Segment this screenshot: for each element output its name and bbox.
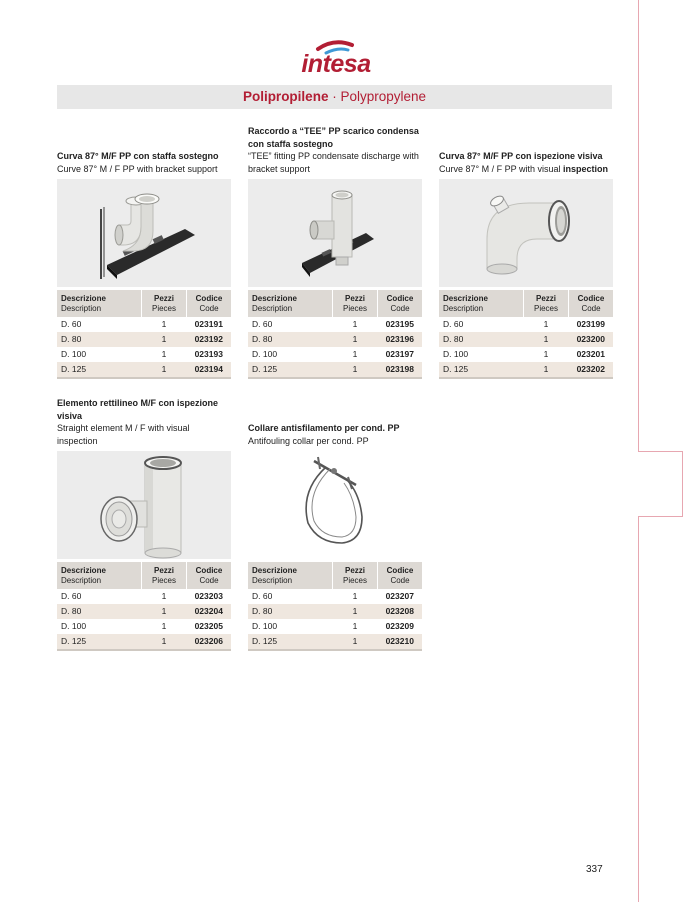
cell-pieces: 1 [352, 319, 358, 329]
table-row [439, 317, 613, 332]
product-image [57, 179, 231, 287]
cell-desc: D. 60 [61, 319, 82, 329]
cell-code: 023199 [576, 319, 605, 329]
table-row [57, 317, 231, 332]
title-english-text: Curve 87° M / F PP with visual [439, 163, 561, 174]
cell-code: 023204 [187, 604, 232, 619]
header-desc-it: Descrizione [252, 294, 297, 303]
table-row [57, 347, 231, 362]
header-code-it: Codice [577, 294, 605, 303]
header-code-en: Code [199, 576, 219, 585]
cell-pieces: 1 [161, 349, 167, 359]
table-header-row [248, 562, 422, 589]
cell-desc: D. 125 [57, 362, 142, 378]
header-desc-it: Descrizione [61, 294, 106, 303]
product-title-english: Curve 87° M / F PP with bracket support [57, 163, 218, 174]
brand-wordmark: intesa [301, 50, 371, 78]
header-description [57, 562, 142, 589]
product-card-straight-inspection [57, 398, 231, 651]
header-description [248, 562, 333, 589]
cell-desc: D. 125 [439, 362, 524, 378]
table-header-row [57, 290, 231, 317]
cell-desc: D. 100 [252, 349, 278, 359]
banner-title-italian: Polipropilene [242, 89, 329, 104]
header-desc-it: Descrizione [61, 566, 106, 575]
header-pieces [333, 562, 378, 589]
header-code-it: Codice [386, 566, 414, 575]
cell-pieces: 1 [352, 591, 358, 601]
section-banner [57, 85, 612, 109]
cell-desc: D. 80 [57, 604, 142, 619]
cell-desc: D. 80 [248, 332, 333, 347]
product-title [439, 150, 613, 175]
header-desc-en: Description [252, 576, 293, 585]
cell-code: 023209 [385, 621, 414, 631]
banner-title-english: Polypropylene [340, 89, 427, 104]
product-card-antifouling-collar [248, 423, 422, 651]
header-pieces-it: Pezzi [344, 294, 365, 303]
product-title [57, 397, 231, 447]
table-row [57, 634, 231, 650]
chapter-tab[interactable] [638, 451, 683, 517]
product-title-italian: Curva 87° M/F PP con staffa sostegno [57, 151, 219, 161]
header-description [248, 290, 333, 317]
table-row [248, 317, 422, 332]
cell-pieces: 1 [352, 621, 358, 631]
table-row [248, 362, 422, 378]
header-pieces-it: Pezzi [153, 294, 174, 303]
cell-pieces: 1 [333, 362, 378, 378]
curve-bracket-icon [57, 179, 231, 287]
header-code-en: Code [390, 304, 410, 313]
cell-pieces: 1 [333, 634, 378, 650]
cell-desc: D. 100 [61, 621, 87, 631]
header-code-it: Codice [195, 294, 223, 303]
cell-code: 023207 [385, 591, 414, 601]
cell-code: 023210 [378, 634, 423, 650]
header-pieces [524, 290, 569, 317]
header-code-it: Codice [195, 566, 223, 575]
header-code [378, 290, 423, 317]
header-code [187, 562, 232, 589]
cell-pieces: 1 [142, 362, 187, 378]
collar-clamp-icon [248, 451, 422, 559]
product-title [248, 125, 422, 175]
cell-pieces: 1 [524, 362, 569, 378]
header-pieces [142, 290, 187, 317]
header-desc-en: Description [61, 304, 102, 313]
cell-pieces: 1 [142, 604, 187, 619]
cell-code: 023194 [187, 362, 232, 378]
product-table [248, 562, 422, 651]
header-pieces-it: Pezzi [344, 566, 365, 575]
cell-desc: D. 125 [248, 634, 333, 650]
product-image [248, 179, 422, 287]
cell-code: 023200 [569, 332, 614, 347]
table-row [248, 347, 422, 362]
product-image [439, 179, 613, 287]
table-row [57, 332, 231, 347]
table-row [57, 589, 231, 604]
cell-code: 023205 [194, 621, 223, 631]
cell-desc: D. 80 [57, 332, 142, 347]
cell-code: 023191 [194, 319, 223, 329]
header-pieces [333, 290, 378, 317]
header-code-en: Code [390, 576, 410, 585]
product-table [248, 290, 422, 379]
cell-code: 023208 [378, 604, 423, 619]
cell-code: 023193 [194, 349, 223, 359]
product-title-italian: Raccordo a “TEE” PP scarico condensa con staffa sostegno [248, 126, 419, 149]
tee-fitting-icon [248, 179, 422, 287]
cell-code: 023201 [576, 349, 605, 359]
table-row [439, 347, 613, 362]
product-image [57, 451, 231, 559]
cell-code: 023195 [385, 319, 414, 329]
cell-pieces: 1 [142, 332, 187, 347]
product-title-italian: Elemento rettilineo M/F con ispezione visiva [57, 398, 219, 421]
header-code-it: Codice [386, 294, 414, 303]
curve-inspection-icon [439, 179, 613, 287]
table-row [248, 332, 422, 347]
cell-desc: D. 80 [439, 332, 524, 347]
cell-code: 023202 [569, 362, 614, 378]
brand-logo [296, 36, 376, 80]
header-desc-it: Descrizione [443, 294, 488, 303]
cell-desc: D. 100 [443, 349, 469, 359]
cell-pieces: 1 [543, 349, 549, 359]
table-row [57, 619, 231, 634]
header-pieces-en: Pieces [533, 304, 558, 313]
banner-separator: · [332, 89, 337, 104]
header-pieces-en: Pieces [342, 576, 367, 585]
header-code [378, 562, 423, 589]
header-code-en: Code [199, 304, 219, 313]
product-title-italian: Curva 87° M/F PP con ispezione visiva [439, 151, 603, 161]
cell-code: 023198 [378, 362, 423, 378]
product-card-curve-inspection [439, 151, 613, 379]
straight-inspection-icon [57, 451, 231, 559]
product-title-italian: Collare antisfilamento per cond. PP [248, 423, 400, 433]
product-title-english: Antifouling collar per cond. PP [248, 435, 369, 446]
table-row [248, 619, 422, 634]
cell-code: 023192 [187, 332, 232, 347]
table-row [248, 634, 422, 650]
cell-desc: D. 125 [248, 362, 333, 378]
cell-pieces: 1 [161, 319, 167, 329]
header-desc-en: Description [252, 304, 293, 313]
product-title-english: “TEE” fitting PP condensate discharge with bracket support [248, 151, 419, 174]
header-description [439, 290, 524, 317]
cell-pieces: 1 [142, 634, 187, 650]
header-desc-en: Description [61, 576, 102, 585]
table-header-row [57, 562, 231, 589]
cell-desc: D. 60 [252, 319, 273, 329]
cell-pieces: 1 [352, 349, 358, 359]
product-title-english: Straight element M / F with visual inspection [57, 423, 190, 446]
cell-desc: D. 100 [252, 621, 278, 631]
header-pieces [142, 562, 187, 589]
cell-desc: D. 60 [252, 591, 273, 601]
header-pieces-en: Pieces [342, 304, 367, 313]
title-english-bold: inspection [563, 163, 609, 174]
header-pieces-en: Pieces [151, 304, 176, 313]
cell-desc: D. 80 [248, 604, 333, 619]
table-header-row [439, 290, 613, 317]
product-title [57, 150, 231, 175]
table-header-row [248, 290, 422, 317]
header-description [57, 290, 142, 317]
cell-desc: D. 125 [57, 634, 142, 650]
table-row [57, 362, 231, 378]
table-row [248, 589, 422, 604]
header-code [569, 290, 614, 317]
product-title-english [439, 163, 613, 176]
cell-pieces: 1 [543, 319, 549, 329]
page-number: 337 [586, 864, 603, 875]
product-table [57, 562, 231, 651]
cell-code: 023196 [378, 332, 423, 347]
header-code [187, 290, 232, 317]
product-card-curve-bracket [57, 151, 231, 379]
header-code-en: Code [581, 304, 601, 313]
header-pieces-it: Pezzi [153, 566, 174, 575]
cell-code: 023203 [194, 591, 223, 601]
product-table [439, 290, 613, 379]
cell-pieces: 1 [333, 332, 378, 347]
cell-desc: D. 60 [443, 319, 464, 329]
product-title [248, 422, 422, 447]
header-desc-it: Descrizione [252, 566, 297, 575]
header-pieces-it: Pezzi [535, 294, 556, 303]
cell-pieces: 1 [161, 591, 167, 601]
cell-code: 023197 [385, 349, 414, 359]
cell-pieces: 1 [333, 604, 378, 619]
header-pieces-en: Pieces [151, 576, 176, 585]
cell-code: 023206 [187, 634, 232, 650]
table-row [57, 604, 231, 619]
table-row [248, 604, 422, 619]
table-row [439, 332, 613, 347]
cell-desc: D. 60 [61, 591, 82, 601]
product-card-tee-fitting [248, 126, 422, 379]
cell-desc: D. 100 [61, 349, 87, 359]
cell-pieces: 1 [524, 332, 569, 347]
product-image [248, 451, 422, 559]
header-desc-en: Description [443, 304, 484, 313]
table-row [439, 362, 613, 378]
cell-pieces: 1 [161, 621, 167, 631]
product-table [57, 290, 231, 379]
